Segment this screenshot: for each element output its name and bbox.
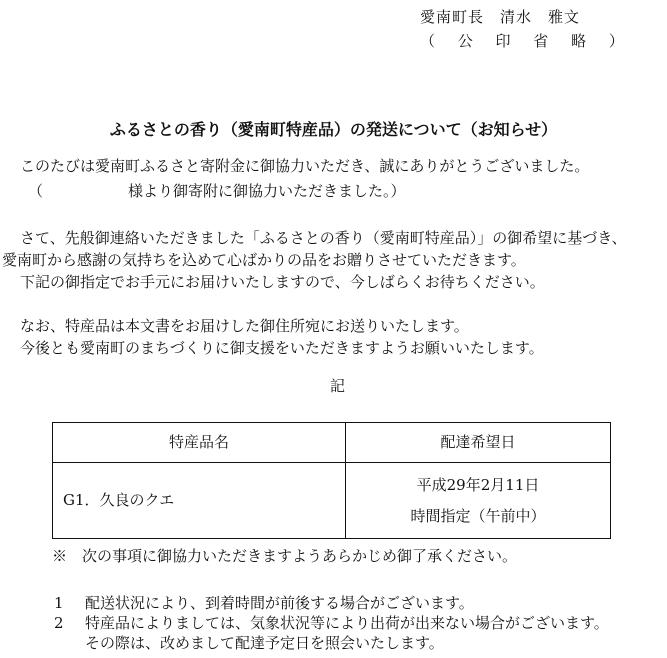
- paragraph-2-line-3: 下記の御指定でお手元にお届けいたしますので、今しばらくお待ちください。: [20, 273, 545, 291]
- condition-2-continuation: その際は、改めまして配達予定日を照会いたします。: [85, 634, 444, 652]
- condition-1-text: 配送状況により、到着時間が前後する場合がございます。: [85, 594, 474, 612]
- ki-heading: 記: [330, 377, 346, 395]
- product-table: [52, 422, 611, 539]
- condition-2-text: 特産品によりましては、気象状況等により出荷が出来ない場合がございます。: [85, 614, 609, 632]
- header-delivery-date: 配達希望日: [346, 423, 611, 463]
- paragraph-1-paren-open: （: [28, 182, 44, 200]
- cooperation-note: ※ 次の事項に御協力いただきますようあらかじめ御了承ください。: [52, 547, 518, 565]
- table-header-row: [53, 423, 611, 463]
- condition-2-number: 2: [54, 614, 64, 632]
- paragraph-1-line-1: このたびは愛南町ふるさと寄附金に御協力いただき、誠にありがとうございました。: [20, 157, 590, 175]
- paragraph-1-line-2: 様より御寄附に御協力いただきました。）: [128, 182, 406, 200]
- delivery-time: 時間指定（午前中）: [410, 506, 546, 525]
- document-title: ふるさとの香り（愛南町特産品）の発送について（お知らせ）: [109, 120, 558, 139]
- delivery-cell: [346, 463, 611, 539]
- product-name-cell: G1．久良のクエ: [53, 463, 346, 539]
- header-product-name: 特産品名: [53, 423, 346, 463]
- paragraph-2-line-1: さて、先般御連絡いただきました「ふるさとの香り（愛南町特産品）」の御希望に基づき、: [20, 229, 627, 247]
- seal-omitted-note: （ 公 印 省 略 ）: [420, 32, 633, 50]
- paragraph-2-line-2: 愛南町から感謝の気持ちを込めて心ばかりの品をお贈りさせていただきます。: [2, 251, 526, 269]
- sender-name: 愛南町長 清水 雅文: [420, 8, 581, 26]
- paragraph-3-line-1: なお、特産品は本文書をお届けした御住所宛にお送りいたします。: [20, 317, 469, 335]
- table-row: [53, 463, 611, 539]
- delivery-date: 平成29年2月11日: [416, 475, 540, 494]
- paragraph-3-line-2: 今後とも愛南町のまちづくりに御支援をいただきますようお願いいたします。: [20, 339, 544, 357]
- condition-1-number: 1: [54, 594, 64, 612]
